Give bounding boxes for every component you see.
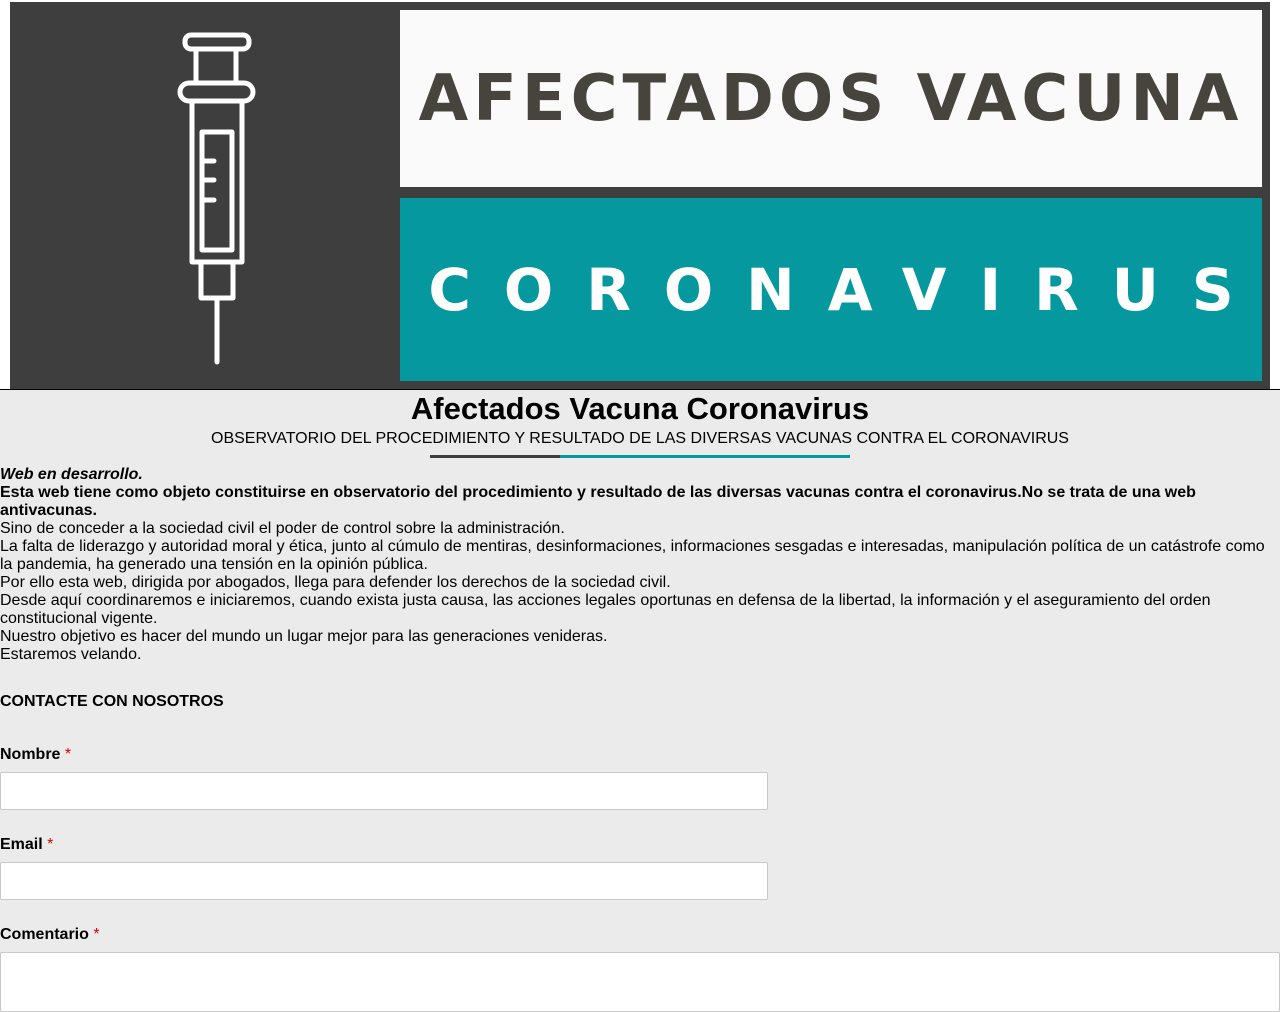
site-title[interactable]: Afectados Vacuna Coronavirus (410, 391, 870, 426)
name-label-text: Nombre (0, 746, 61, 763)
comment-label-text: Comentario (0, 926, 89, 943)
email-input[interactable] (0, 862, 768, 900)
comment-label (0, 926, 100, 943)
header-banner (0, 0, 1280, 390)
mini-banner-teal-strip (560, 455, 850, 458)
intro-text (0, 466, 1280, 664)
intro-paragraph: Sino de conceder a la sociedad civil el poder de control sobre la administración. (0, 520, 565, 537)
banner-title-text: AFECTADOS VACUNA (418, 61, 1244, 136)
email-label (0, 836, 53, 853)
not-antivax-sentence: No se trata de una web antivacunas. (0, 484, 1196, 519)
banner-title-box (400, 10, 1262, 187)
required-mark: * (47, 836, 54, 853)
objective-text (0, 484, 1280, 520)
intro-paragraph: La falta de liderazgo y autoridad moral y ética, junto al cúmulo de mentiras, desinformaciones, informaciones sesgadas e interesadas, manipulación política de un catástrofe como la pandemia, ha generado una tensión en la opinión pública. (0, 538, 1265, 573)
email-label-text: Email (0, 836, 43, 853)
mini-banner-dark-strip (430, 455, 560, 458)
dev-notice: Web en desarrollo. (0, 466, 143, 483)
name-label (0, 746, 71, 763)
comment-textarea[interactable] (0, 952, 1280, 1012)
banner-subtitle-box (400, 198, 1267, 381)
intro-paragraph: Por ello esta web, dirigida por abogados, llega para defender los derechos de la sociedad civil. (0, 574, 671, 591)
contact-form (0, 746, 1280, 1012)
objective-sentence: Esta web tiene como objeto constituirse en observatorio del procedimiento y resultado de las diversas vacunas contra el coronavirus. (0, 484, 1022, 501)
intro-paragraph: Nuestro objetivo es hacer del mundo un lugar mejor para las generaciones venideras. (0, 628, 608, 645)
name-field-group (0, 746, 1280, 810)
required-mark: * (64, 746, 72, 763)
banner-subtitle-text: CORONAVIRUS (428, 255, 1267, 324)
comment-field-group (0, 926, 1280, 1012)
required-mark: * (93, 926, 100, 943)
email-field-group (0, 836, 1280, 900)
site-subtitle: OBSERVATORIO DEL PROCEDIMIENTO Y RESULTADO DE LAS DIVERSAS VACUNAS CONTRA EL CORONAVIRUS (211, 430, 1069, 447)
intro-paragraph: Desde aquí coordinaremos e iniciaremos, cuando exista justa causa, las acciones legales oportunas en defensa de la libertad, la información y el aseguramiento del orden constitucional vigente. (0, 592, 1211, 627)
name-input[interactable] (0, 772, 768, 810)
syringe-icon (170, 30, 264, 370)
intro-paragraph: Estaremos velando. (0, 646, 142, 663)
main-content (0, 390, 1280, 1012)
mini-banner-image (430, 454, 850, 460)
contact-heading: CONTACTE CON NOSOTROS (0, 693, 224, 710)
